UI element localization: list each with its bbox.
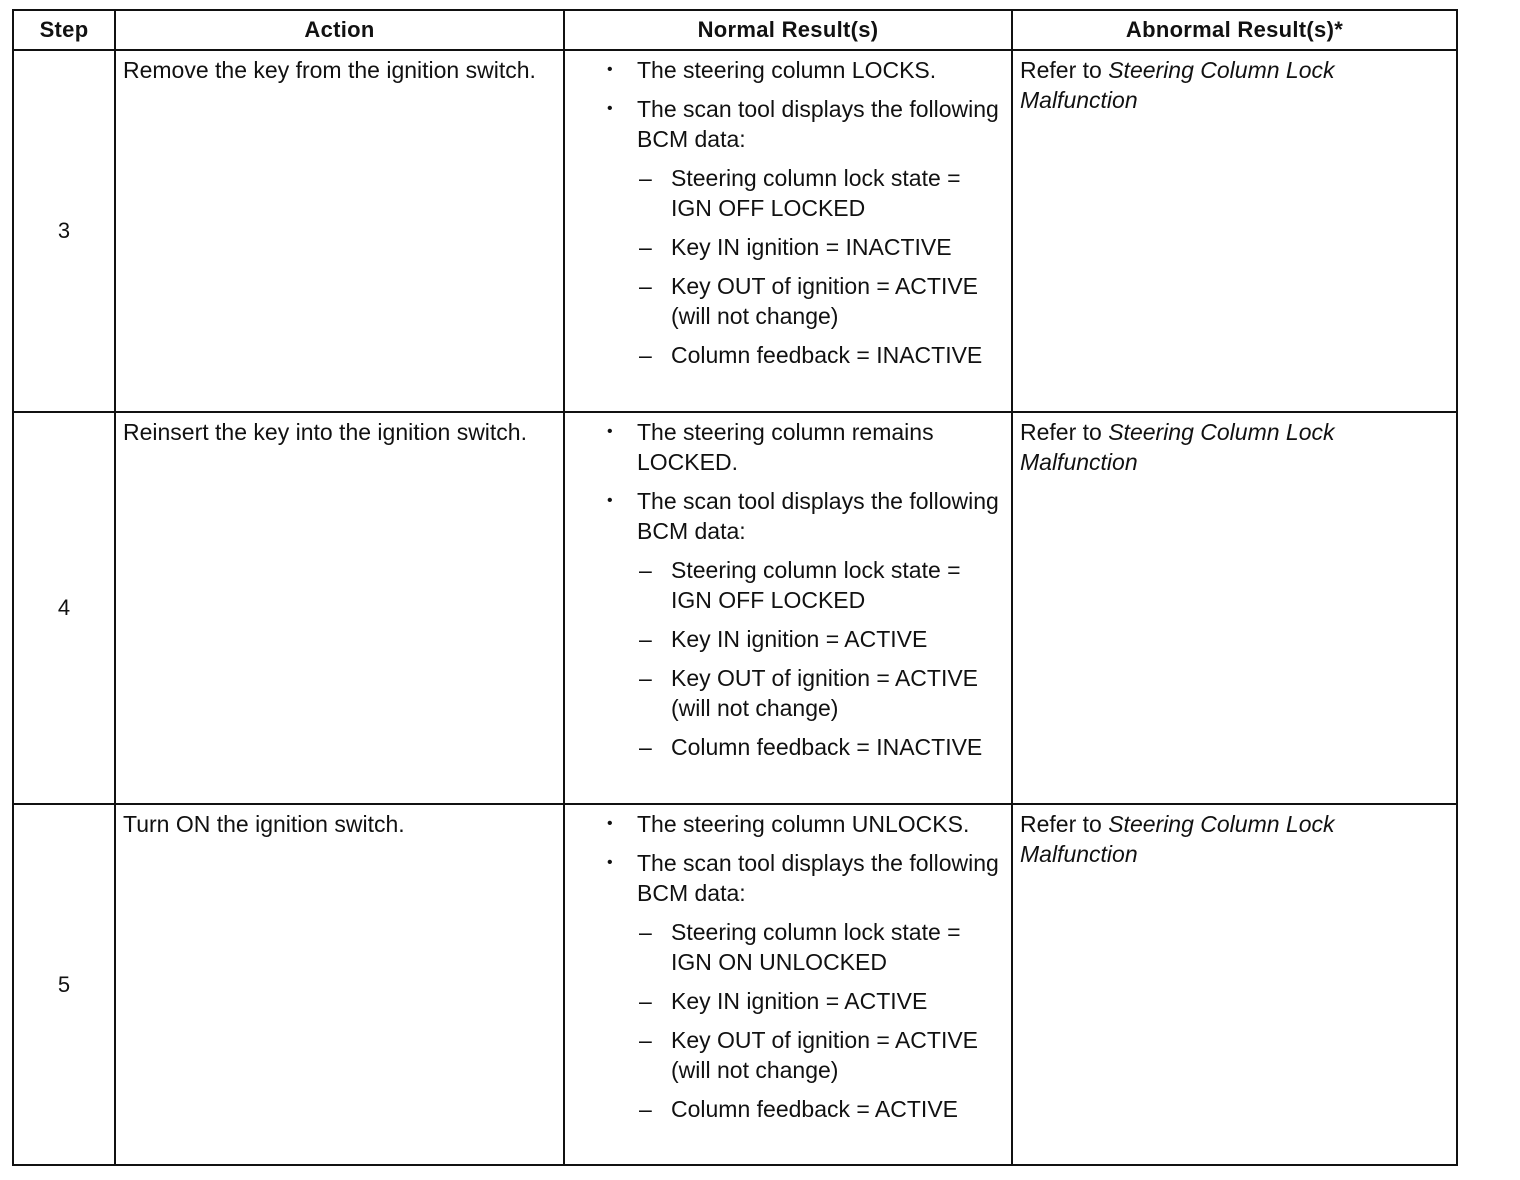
bcm-data-text: Key IN ignition = ACTIVE — [671, 626, 928, 652]
dash-marker: – — [639, 273, 652, 299]
abnormal-results — [1012, 50, 1457, 412]
bcm-data-item — [575, 1025, 1005, 1085]
diagnostic-procedure-table — [12, 9, 1458, 1166]
step-number: 4 — [13, 412, 115, 804]
result-bullet — [575, 417, 1005, 477]
table-row — [13, 412, 1457, 804]
dash-marker: – — [639, 1027, 652, 1053]
bcm-data-text: Steering column lock state = IGN OFF LOCKED — [671, 557, 961, 613]
bcm-data-item — [575, 917, 1005, 977]
bcm-data-item — [575, 163, 1005, 223]
abnormal-prefix: Refer to — [1020, 57, 1109, 83]
result-bullet — [575, 848, 1005, 908]
bcm-data-text: Key OUT of ignition = ACTIVE (will not change) — [671, 1027, 979, 1083]
bcm-data-item — [575, 663, 1005, 723]
result-bullet-text: The scan tool displays the following BCM data: — [637, 850, 999, 906]
result-bullet-text: The steering column remains LOCKED. — [637, 419, 934, 475]
header-normal-results: Normal Result(s) — [564, 10, 1012, 50]
action-text: Turn ON the ignition switch. — [115, 804, 564, 1165]
result-bullet-text: The steering column LOCKS. — [637, 57, 937, 83]
dash-marker: – — [639, 342, 652, 368]
bcm-data-text: Column feedback = ACTIVE — [671, 1096, 959, 1122]
abnormal-results — [1012, 412, 1457, 804]
abnormal-prefix: Refer to — [1020, 811, 1109, 837]
bcm-data-text: Key IN ignition = INACTIVE — [671, 234, 952, 260]
dash-marker: – — [639, 734, 652, 760]
result-bullet-text: The scan tool displays the following BCM data: — [637, 488, 999, 544]
bullet-marker: • — [607, 854, 613, 871]
dash-marker: – — [639, 234, 652, 260]
result-bullet-text: The scan tool displays the following BCM data: — [637, 96, 999, 152]
header-abnormal-results: Abnormal Result(s)* — [1012, 10, 1457, 50]
abnormal-prefix: Refer to — [1020, 419, 1109, 445]
bcm-data-item — [575, 624, 1005, 654]
bcm-data-text: Key IN ignition = ACTIVE — [671, 988, 928, 1014]
result-bullet — [575, 94, 1005, 154]
dash-marker: – — [639, 557, 652, 583]
bcm-data-item — [575, 732, 1005, 762]
result-bullet — [575, 809, 1005, 839]
table-header-row — [13, 10, 1457, 50]
step-number: 3 — [13, 50, 115, 412]
bcm-data-text: Column feedback = INACTIVE — [671, 342, 983, 368]
bcm-data-text: Column feedback = INACTIVE — [671, 734, 983, 760]
result-bullet-text: The steering column UNLOCKS. — [637, 811, 970, 837]
dash-marker: – — [639, 665, 652, 691]
dash-marker: – — [639, 919, 652, 945]
dash-marker: – — [639, 626, 652, 652]
bullet-marker: • — [607, 423, 613, 440]
dash-marker: – — [639, 988, 652, 1014]
abnormal-reference-link[interactable]: Steering Column Lock Malfunction — [1020, 57, 1335, 113]
action-text: Remove the key from the ignition switch. — [115, 50, 564, 412]
normal-results — [564, 50, 1012, 412]
bullet-marker: • — [607, 61, 613, 78]
result-bullet — [575, 55, 1005, 85]
table-row — [13, 50, 1457, 412]
bcm-data-item — [575, 271, 1005, 331]
table-row — [13, 804, 1457, 1165]
abnormal-reference-link[interactable]: Steering Column Lock Malfunction — [1020, 419, 1335, 475]
abnormal-reference-link[interactable]: Steering Column Lock Malfunction — [1020, 811, 1335, 867]
normal-results — [564, 412, 1012, 804]
bcm-data-item — [575, 232, 1005, 262]
bcm-data-item — [575, 1094, 1005, 1124]
bcm-data-item — [575, 340, 1005, 370]
normal-results — [564, 804, 1012, 1165]
abnormal-results — [1012, 804, 1457, 1165]
result-bullet — [575, 486, 1005, 546]
bcm-data-item — [575, 555, 1005, 615]
bullet-marker: • — [607, 815, 613, 832]
header-action: Action — [115, 10, 564, 50]
action-text: Reinsert the key into the ignition switch. — [115, 412, 564, 804]
bcm-data-item — [575, 986, 1005, 1016]
header-step: Step — [13, 10, 115, 50]
bullet-marker: • — [607, 492, 613, 509]
dash-marker: – — [639, 1096, 652, 1122]
bullet-marker: • — [607, 100, 613, 117]
bcm-data-text: Key OUT of ignition = ACTIVE (will not change) — [671, 273, 979, 329]
bcm-data-text: Steering column lock state = IGN ON UNLOCKED — [671, 919, 961, 975]
bcm-data-text: Steering column lock state = IGN OFF LOCKED — [671, 165, 961, 221]
step-number: 5 — [13, 804, 115, 1165]
bcm-data-text: Key OUT of ignition = ACTIVE (will not change) — [671, 665, 979, 721]
dash-marker: – — [639, 165, 652, 191]
